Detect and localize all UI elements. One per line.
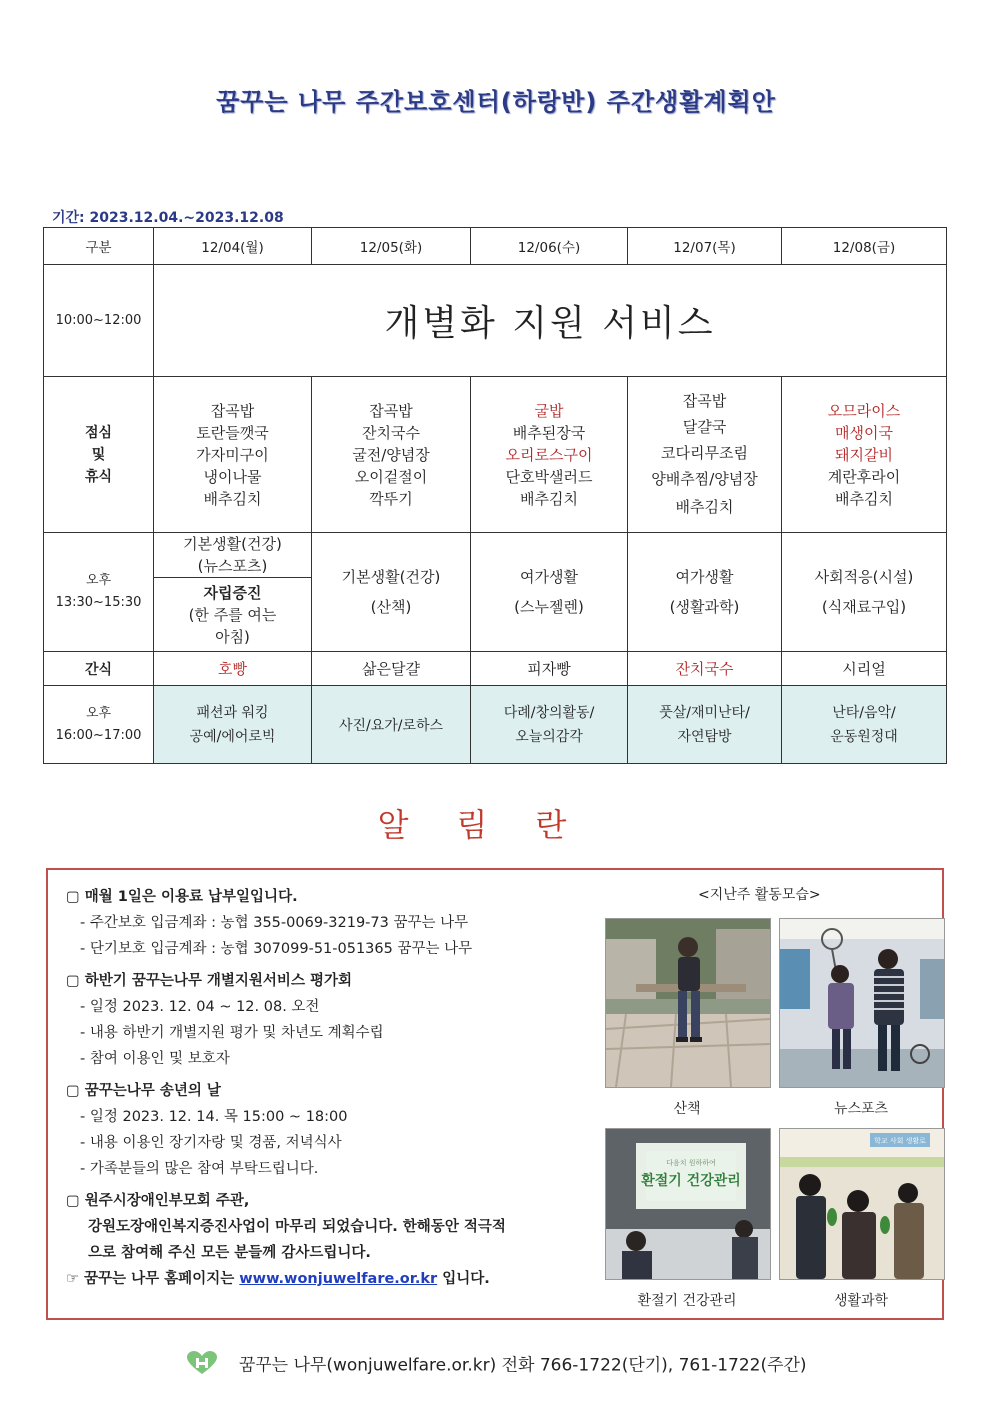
morning-program: 개별화 지원 서비스 [154,265,947,377]
header-tue: 12/05(화) [312,228,471,265]
afternoon1-tue [312,533,471,652]
photo-walk-caption: 산책 [673,1101,701,1117]
program-line: 오늘의감각 [515,728,583,745]
notice-heading: ▢ 원주시장애인부모회 주관, [66,1193,250,1209]
afternoon1-wed [471,533,628,652]
program-line: 패션과 워킹 [196,704,269,721]
afternoon1-label-text: 오후 [85,573,112,588]
afternoon1-time: 13:30~15:30 [55,595,142,610]
lunch-label [44,377,154,533]
notice-list [66,884,586,1292]
program-line: 난타/음악/ [832,704,896,721]
homepage-line [66,1266,586,1292]
weekly-plan-table [43,227,947,764]
program-title: 기본생활(건강) [341,568,441,586]
notice-line: - 내용 이용인 장기자랑 및 경품, 저녁식사 [80,1135,342,1151]
lunch-menu-mon [154,377,312,533]
header-fri: 12/08(금) [782,228,947,265]
menu-item: 배추김치 [675,497,734,516]
program-sub: 아침) [215,627,250,646]
program-sub: (뉴스포츠) [197,557,268,575]
header-category: 구분 [44,228,154,265]
notice-line: - 참여 이용인 및 보호자 [80,1051,230,1067]
photo-newsports-image [780,919,944,1087]
photo-health-caption: 환절기 건강관리 [637,1293,737,1309]
menu-item: 배추김치 [520,489,578,508]
menu-item: 돼지갈비 [835,445,893,464]
menu-item: 단호박샐러드 [505,467,593,486]
photo-science [779,1128,945,1280]
afternoon1-mon-top [154,533,312,578]
menu-item: 오이겉절이 [354,467,428,486]
table-row-afternoon2 [44,686,947,764]
photo-health [605,1128,771,1280]
notice-heading: ▢ 하반기 꿈꾸는나무 개별지원서비스 평가회 [66,973,353,989]
afternoon2-fri [782,686,947,764]
program-sub: (스누젤렌) [514,598,584,616]
program-line: 공예/에어로빅 [189,728,276,745]
menu-item: 배추김치 [835,489,893,508]
table-header-row [44,228,947,265]
afternoon2-mon [154,686,312,764]
menu-item: 코다리무조림 [661,443,748,462]
menu-item: 달걀국 [682,417,727,436]
table-row-morning [44,265,947,377]
program-line: 자연탐방 [677,728,732,745]
notice-line: - 가족분들의 많은 참여 부탁드립니다. [80,1161,319,1177]
notice-line: - 내용 하반기 개별지원 평가 및 차년도 계획수립 [80,1025,384,1041]
notice-box [46,868,944,1320]
table-row-afternoon1-top [44,533,947,578]
afternoon1-label [44,533,154,652]
snack-thu: 잔치국수 [628,652,782,686]
lunch-label-3: 휴식 [84,468,113,485]
footer [0,1350,992,1381]
lunch-menu-wed [471,377,628,533]
program-sub: (식재료구입) [821,598,907,616]
afternoon1-mon-bottom [154,578,312,652]
menu-item: 굴전/양념장 [352,445,430,464]
menu-item: 잡곡밥 [210,401,255,420]
menu-item: 계란후라이 [827,467,901,486]
screen-text-2: 환절기 건강관리 [641,1173,741,1189]
program-sub: (생활과학) [669,598,740,616]
lunch-label-1: 점심 [84,424,113,441]
notice-line: 강원도장애인복지증진사업이 마무리 되었습니다. 한해동안 적극적 [88,1219,506,1235]
menu-item: 배추김치 [203,489,262,508]
menu-item: 잡곡밥 [682,391,727,410]
page-title: 꿈꾸는 나무 주간보호센터(하랑반) 주간생활계획안 [216,88,776,116]
photo-science-caption: 생활과학 [833,1293,889,1309]
afternoon2-label [44,686,154,764]
snack-mon: 호빵 [154,652,312,686]
program-title: 사회적응(시설) [814,568,914,586]
menu-item: 오리로스구이 [505,445,593,464]
homepage-link[interactable]: www.wonjuwelfare.or.kr [239,1271,438,1287]
lunch-menu-thu [628,377,782,533]
screen-text-1: 다음치 원하하여 [666,1159,716,1167]
menu-item: 양배추찜/양념장 [651,469,758,488]
morning-time: 10:00~12:00 [44,265,154,377]
snack-wed: 피자빵 [471,652,628,686]
photo-newsports [779,918,945,1088]
menu-item: 잔치국수 [362,423,420,442]
menu-item: 토란들깻국 [196,423,269,442]
menu-item: 배추된장국 [512,423,586,442]
homepage-prefix: ☞ 꿈꾸는 나무 홈페이지는 [66,1271,235,1287]
photo-health-image [606,1129,770,1279]
menu-item: 가자미구이 [196,445,269,464]
program-title: 여가생활 [520,568,578,586]
program-line: 다례/창의활동/ [503,704,595,721]
photos-caption: <지난주 활동모습> [698,887,821,903]
photo-walk [605,918,771,1088]
program-line: 풋살/재미난타/ [659,704,750,721]
menu-item: 오므라이스 [827,401,901,420]
notice-heading: ▢ 매월 1일은 이용료 납부일입니다. [66,889,298,905]
program-line: 사진/요가/로하스 [338,717,444,734]
lunch-menu-tue [312,377,471,533]
notice-line: - 단기보호 입금계좌 : 농협 307099-51-051365 꿈꾸는 나무 [80,941,473,957]
menu-item: 매생이국 [835,423,893,442]
afternoon2-thu [628,686,782,764]
notice-title: 알림란 [377,806,615,844]
period-label: 기간: 2023.12.04.~2023.12.08 [52,210,284,226]
photo-walk-image [606,919,770,1087]
homepage-suffix: 입니다. [442,1271,490,1287]
snack-fri: 시리얼 [782,652,947,686]
lunch-label-2: 및 [91,446,106,463]
tree-heart-logo-icon [185,1350,219,1381]
photo-newsports-caption: 뉴스포츠 [833,1101,889,1117]
table-row-snack [44,652,947,686]
program-title: 기본생활(건강) [183,535,282,553]
snack-label: 간식 [44,652,154,686]
afternoon1-fri [782,533,947,652]
header-thu: 12/07(목) [628,228,782,265]
notice-line: - 일정 2023. 12. 04 ~ 12. 08. 오전 [80,999,320,1015]
notice-heading: ▢ 꿈꾸는나무 송년의 날 [66,1083,221,1099]
photo-science-image [780,1129,944,1279]
lunch-menu-fri [782,377,947,533]
footer-text: 꿈꾸는 나무(wonjuwelfare.or.kr) 전화 766-1722(단기), 761-1722(주간) [238,1355,807,1376]
menu-item: 깍뚜기 [369,489,413,508]
afternoon1-thu [628,533,782,652]
notice-line: - 주간보호 입금계좌 : 농협 355-0069-3219-73 꿈꾸는 나무 [80,915,469,931]
menu-item: 냉이나물 [203,467,262,486]
menu-item: 잡곡밥 [369,401,413,420]
notice-line: - 일정 2023. 12. 14. 목 15:00 ~ 18:00 [80,1109,348,1125]
program-sub: (한 주를 여는 [188,605,277,624]
snack-tue: 삶은달걀 [312,652,471,686]
program-line: 운동원정대 [830,728,898,745]
sign-text: 학교 사회 생활로 [874,1137,926,1145]
afternoon2-tue [312,686,471,764]
program-sub: (산책) [370,598,412,616]
menu-item: 굴밥 [534,401,564,420]
notice-line: 으로 참여해 주신 모든 분들께 감사드립니다. [88,1245,371,1261]
afternoon2-label-text: 오후 [85,705,112,721]
header-wed: 12/06(수) [471,228,628,265]
afternoon2-time: 16:00~17:00 [55,727,142,743]
program-title: 자립증진 [203,583,262,602]
afternoon2-wed [471,686,628,764]
header-mon: 12/04(월) [154,228,312,265]
program-title: 여가생활 [675,568,734,586]
table-row-lunch [44,377,947,533]
